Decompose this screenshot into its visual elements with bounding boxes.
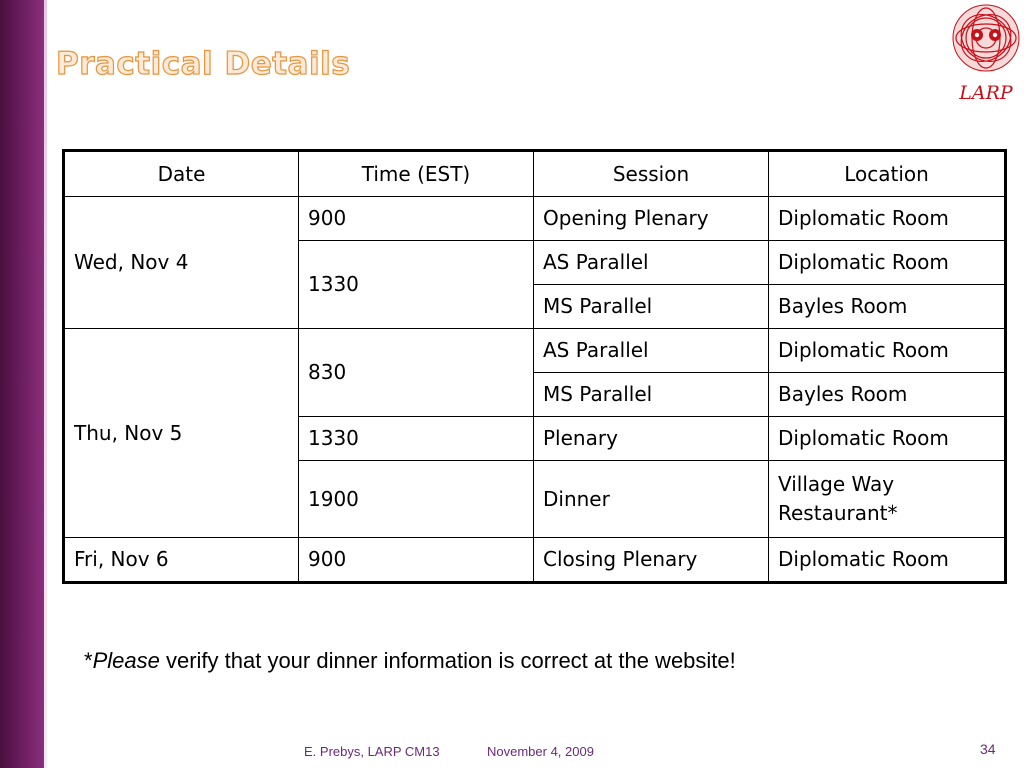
header-session: Session xyxy=(534,151,769,197)
location-cell: Diplomatic Room xyxy=(769,329,1006,373)
location-cell: Village Way Restaurant* xyxy=(769,461,1006,538)
date-cell: Wed, Nov 4 xyxy=(64,197,299,329)
session-cell: Opening Plenary xyxy=(534,197,769,241)
time-cell: 1900 xyxy=(299,461,534,538)
location-cell: Bayles Room xyxy=(769,373,1006,417)
session-cell: AS Parallel xyxy=(534,241,769,285)
time-cell: 900 xyxy=(299,197,534,241)
location-cell: Diplomatic Room xyxy=(769,197,1006,241)
table-row xyxy=(64,329,1006,373)
footer-date: November 4, 2009 xyxy=(487,744,594,759)
location-cell: Diplomatic Room xyxy=(769,417,1006,461)
logo-label: LARP xyxy=(959,82,1013,104)
date-cell: Thu, Nov 5 xyxy=(64,329,299,538)
sidebar-decoration xyxy=(0,0,44,768)
location-cell: Diplomatic Room xyxy=(769,538,1006,583)
session-cell: AS Parallel xyxy=(534,329,769,373)
location-cell: Diplomatic Room xyxy=(769,241,1006,285)
note-text: verify that your dinner information is correct at the website! xyxy=(159,648,736,673)
time-cell: 900 xyxy=(299,538,534,583)
header-time: Time (EST) xyxy=(299,151,534,197)
schedule-table xyxy=(62,149,1007,584)
note-asterisk: * xyxy=(84,648,93,673)
location-cell: Bayles Room xyxy=(769,285,1006,329)
page-number: 34 xyxy=(980,741,996,757)
header-location: Location xyxy=(769,151,1006,197)
dinner-note xyxy=(84,648,736,674)
table-row xyxy=(64,197,1006,241)
session-cell: MS Parallel xyxy=(534,285,769,329)
time-cell: 1330 xyxy=(299,417,534,461)
table-row xyxy=(64,538,1006,583)
session-cell: Dinner xyxy=(534,461,769,538)
footer-author: E. Prebys, LARP CM13 xyxy=(304,744,440,759)
table-header-row xyxy=(64,151,1006,197)
page-title: Practical Details xyxy=(56,46,351,82)
header-date: Date xyxy=(64,151,299,197)
date-cell: Fri, Nov 6 xyxy=(64,538,299,583)
note-emphasis: Please xyxy=(92,648,160,673)
time-cell: 830 xyxy=(299,329,534,417)
time-cell: 1330 xyxy=(299,241,534,329)
session-cell: MS Parallel xyxy=(534,373,769,417)
session-cell: Closing Plenary xyxy=(534,538,769,583)
session-cell: Plenary xyxy=(534,417,769,461)
